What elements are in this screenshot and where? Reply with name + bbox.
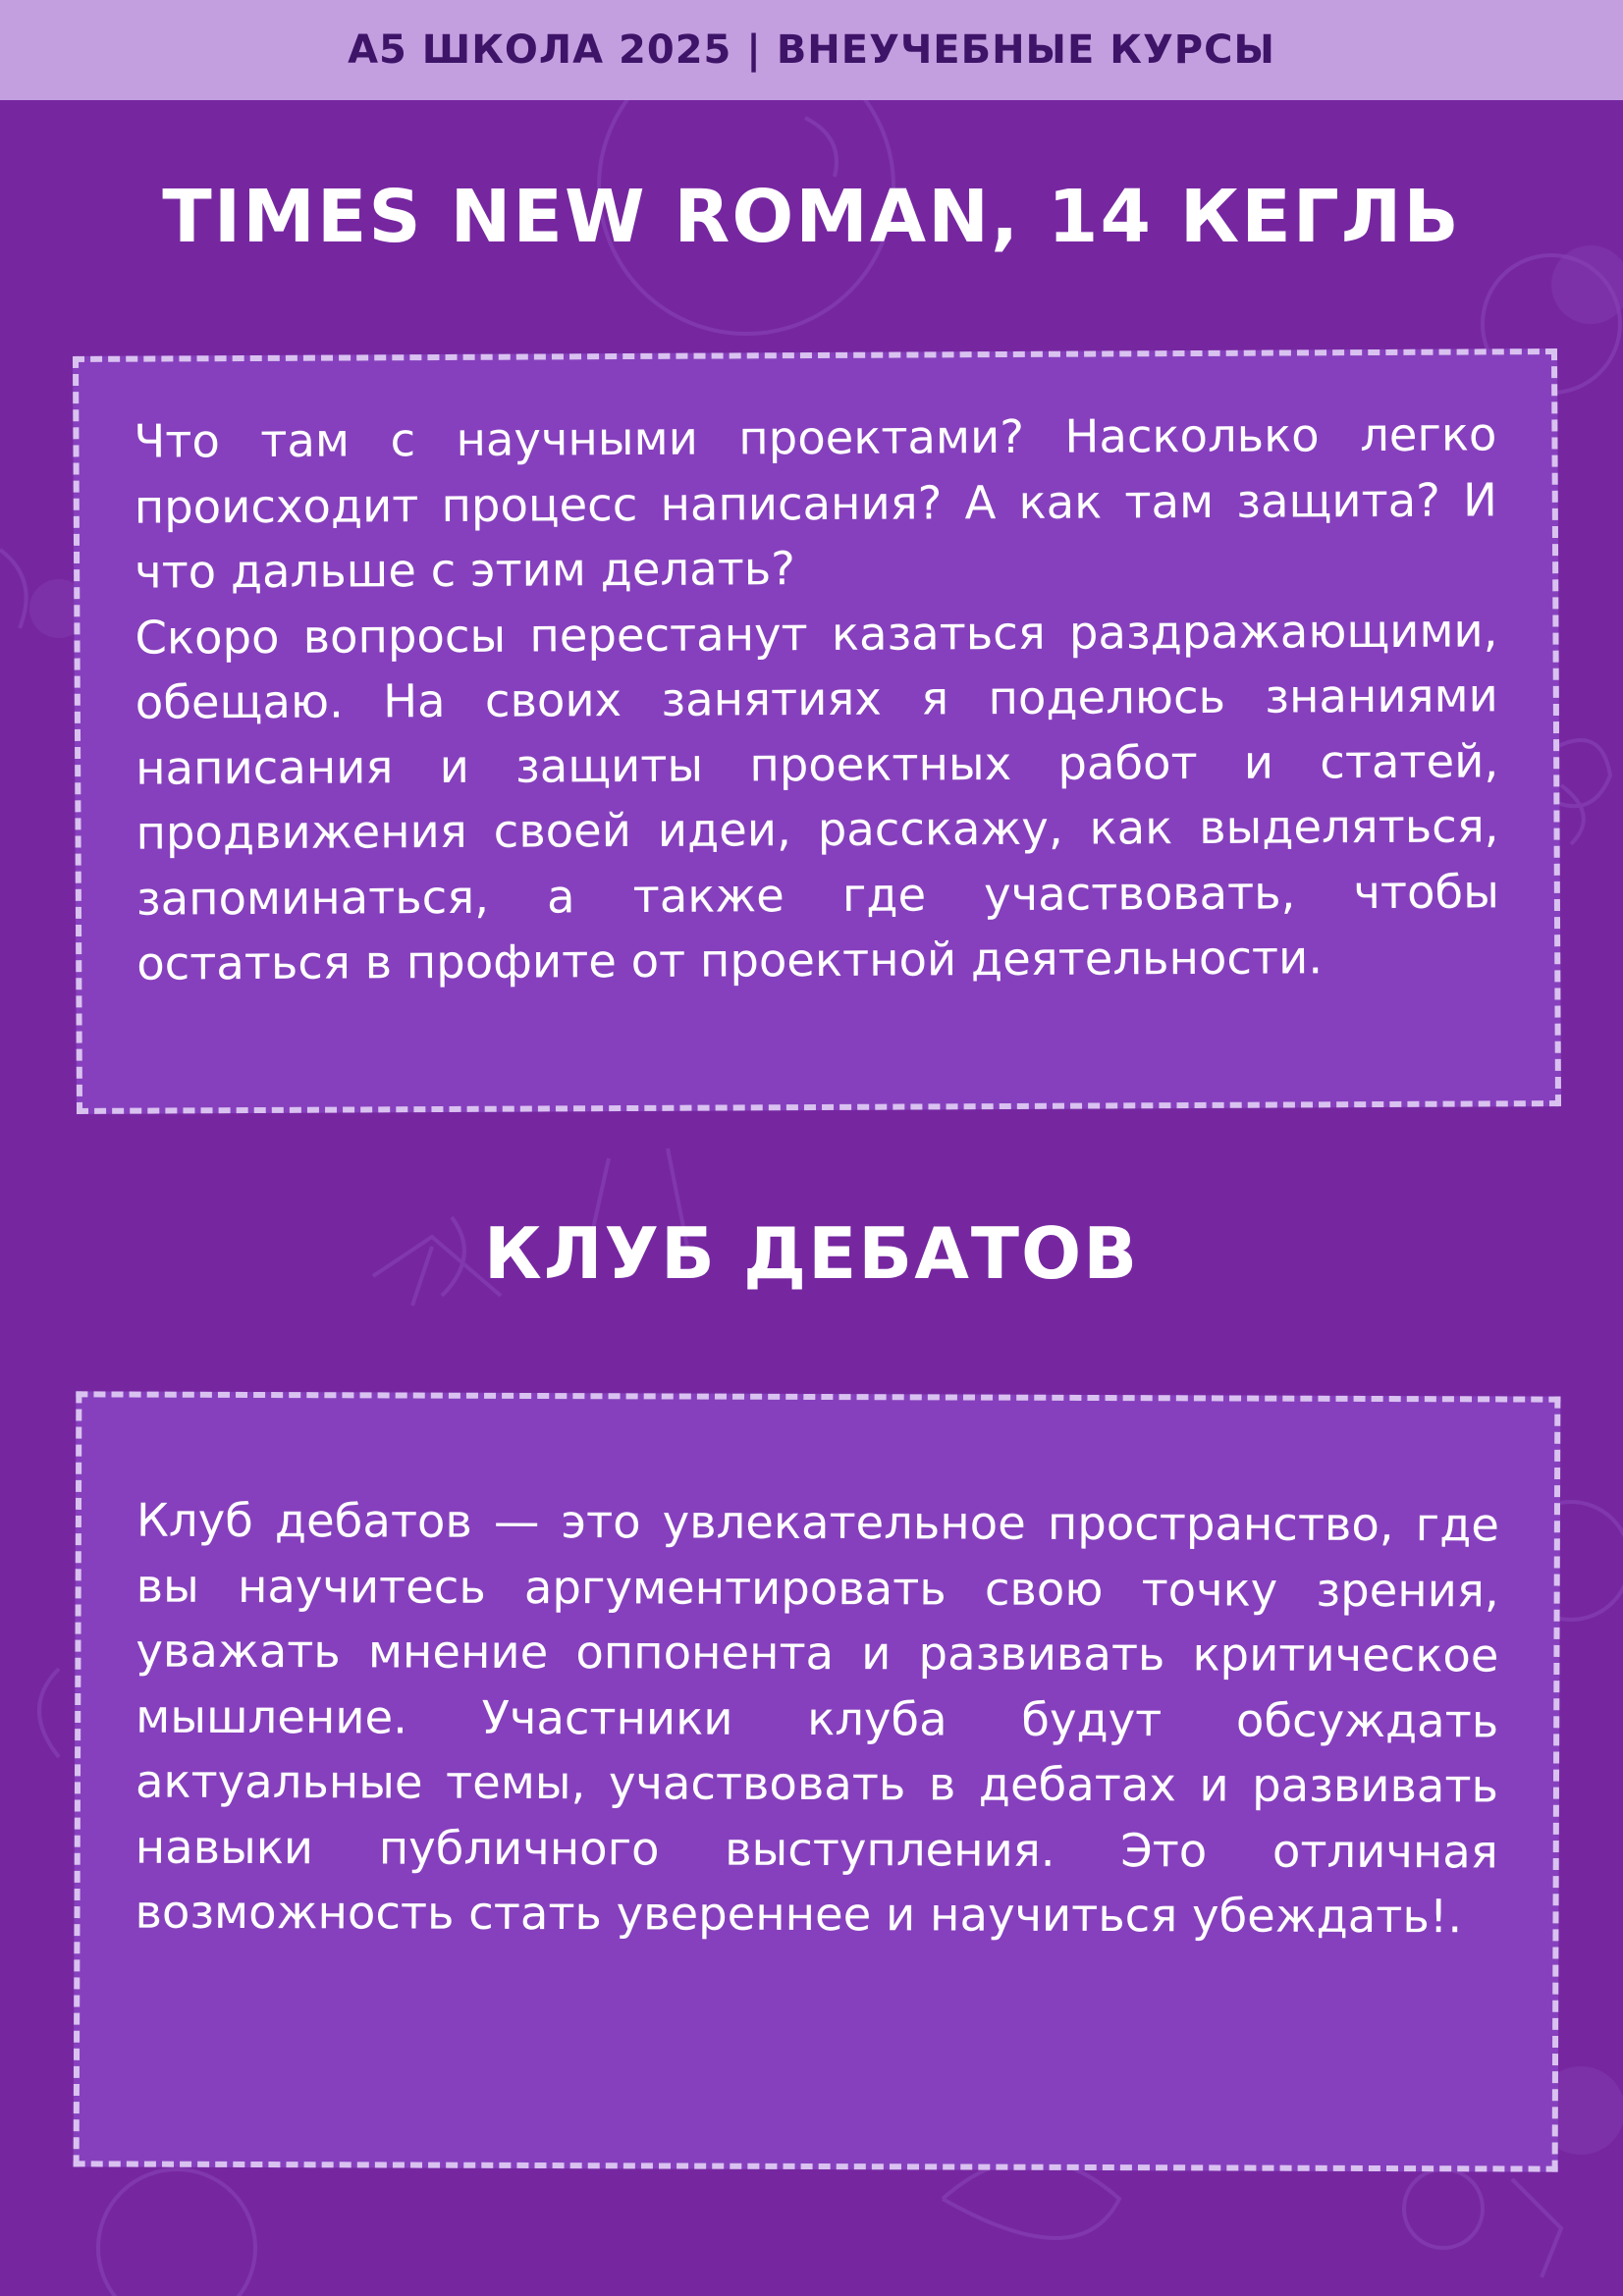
banner-text: А5 ШКОЛА 2025 | ВНЕУЧЕБНЫЕ КУРСЫ: [348, 27, 1275, 73]
card-science-projects: [73, 348, 1561, 1114]
section-title-formatting: TIMES NEW ROMAN, 14 КЕГЛЬ: [162, 175, 1461, 259]
top-banner: [0, 0, 1623, 100]
card-2-paragraph-1: Клуб дебатов — это увлекательное пространство, где вы научитесь аргументировать свою точку зрения, уважать мнение оппонента и развивать критическое мышление. Участники клуба будут обсуждать актуальные темы, участвовать в дебатах и развивать навыки публичного выступления. Это отличная возможность стать увереннее и научиться убеждать!.: [135, 1493, 1500, 1944]
section-title-debate-club: КЛУБ ДЕБАТОВ: [483, 1212, 1140, 1295]
card-1-text: [134, 401, 1499, 996]
card-debate-club: [74, 1391, 1561, 2171]
card-1-paragraph-2: Скоро вопросы перестанут казаться раздражающими, обещаю. На своих занятиях я поделюсь знаниями написания и защиты проектных работ и статей, продвижения своей идеи, расскажу, как выделяться, запоминаться, а также где участвовать, чтобы остаться в профите от проектной деятельности.: [135, 603, 1500, 990]
card-1-paragraph-1: Что там с научными проектами? Насколько легко происходит процесс написания? А как там защита? И что дальше с этим делать?: [134, 407, 1497, 599]
card-2-text: [135, 1488, 1499, 1949]
